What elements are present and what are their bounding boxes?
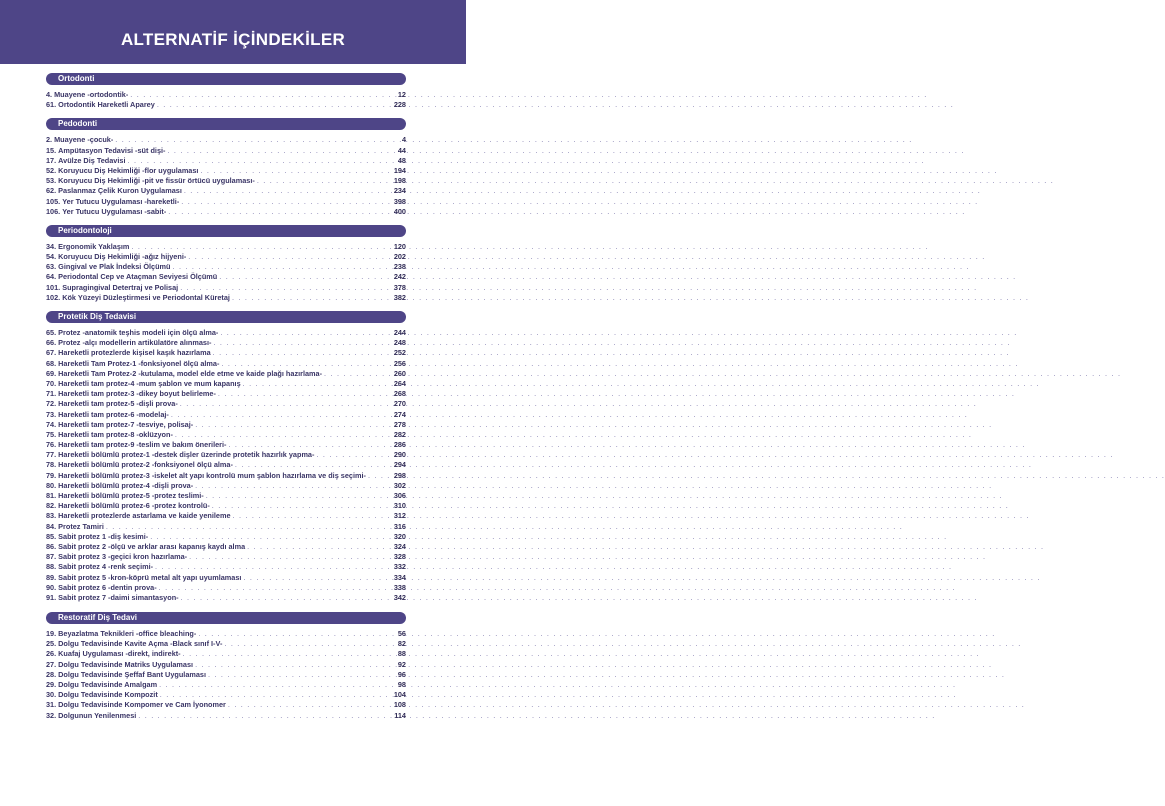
dot-leader <box>243 379 392 389</box>
entry-title: Hareketli Tam Protez-2 -kutulama, model elde etme ve kaide plağı hazırlama- <box>58 368 323 378</box>
dot-leader <box>155 562 392 572</box>
entry-number: 68. <box>46 358 57 368</box>
toc-entry <box>46 690 406 700</box>
entry-page-number: 48 <box>397 155 406 165</box>
toc-section <box>46 225 406 303</box>
entry-page-number: 238 <box>393 262 406 272</box>
dot-leader <box>316 450 391 460</box>
entry-number: 81. <box>46 491 57 500</box>
entry-title: Ortodontik Hareketli Aparey <box>58 100 155 110</box>
entry-number: 25. <box>46 639 57 649</box>
dot-leader <box>168 207 392 217</box>
entry-number: 83. <box>46 511 57 521</box>
entry-page-number: 88 <box>397 649 406 659</box>
entry-title: Hareketli tam protez-9 -teslim ve bakım önerileri- <box>58 440 227 450</box>
toc-entry <box>46 252 406 262</box>
toc-entry <box>46 197 406 207</box>
dot-leader <box>127 156 395 166</box>
entry-page-number: 332 <box>393 562 406 572</box>
entry-title: Dolgunun Yenilenmesi <box>58 710 137 720</box>
entry-number: 78. <box>46 460 57 470</box>
toc-entry <box>46 430 406 440</box>
entry-page-number: 198 <box>393 176 406 186</box>
dot-leader <box>213 338 391 348</box>
entry-page-number: 320 <box>393 531 406 541</box>
toc-entry <box>46 207 406 217</box>
dot-leader <box>183 649 396 659</box>
entry-page-number: 44 <box>397 145 406 155</box>
entry-page-number: 260 <box>393 368 406 378</box>
entry-number: 28. <box>46 669 57 679</box>
entry-number: 102. <box>46 292 61 302</box>
dot-leader <box>212 501 392 511</box>
toc-entry <box>46 176 406 186</box>
toc-entry <box>46 328 406 338</box>
dot-leader <box>160 690 392 700</box>
toc-entry <box>46 369 406 379</box>
entry-page-number: 242 <box>393 272 406 282</box>
entry-page-number: 328 <box>393 552 406 562</box>
dot-leader <box>224 639 395 649</box>
entry-number: 69. <box>46 368 57 378</box>
entry-number: 27. <box>46 659 57 669</box>
entry-number: 64. <box>46 272 57 282</box>
entry-number: 87. <box>46 552 57 562</box>
entry-page-number: 294 <box>393 460 406 470</box>
entry-title: Sabit protez 2 -ölçü ve arklar arası kapanış kaydı alma <box>58 541 246 551</box>
entry-title: Koruyucu Diş Hekimliği -ağız hijyeni- <box>58 252 187 262</box>
dot-leader <box>195 481 392 491</box>
entry-number: 53. <box>46 176 57 186</box>
entry-number: 73. <box>46 409 57 419</box>
toc-section <box>46 73 406 110</box>
entry-number: 76. <box>46 440 57 450</box>
toc-entry <box>46 440 406 450</box>
dot-leader <box>130 90 396 100</box>
entry-page-number: 256 <box>393 358 406 368</box>
entry-title: Koruyucu Diş Hekimliği -pit ve fissür örtücü uygulaması- <box>58 176 255 186</box>
entry-number: 106. <box>46 206 61 216</box>
entry-number: 32. <box>46 710 57 720</box>
entry-title: Protez Tamiri <box>58 521 104 531</box>
entry-title: Sabit protez 1 -diş kesimi- <box>58 531 149 541</box>
entry-number: 34. <box>46 241 57 251</box>
dot-leader <box>221 359 391 369</box>
entry-number: 88. <box>46 562 57 572</box>
entry-number: 85. <box>46 531 57 541</box>
entry-number: 82. <box>46 501 57 511</box>
toc-entry <box>46 283 406 293</box>
entry-page-number: 234 <box>393 186 406 196</box>
dot-leader <box>200 166 391 176</box>
entry-page-number: 248 <box>393 338 406 348</box>
entry-number: 72. <box>46 399 57 409</box>
toc-entry <box>46 399 406 409</box>
toc-entry <box>46 660 406 670</box>
dot-leader <box>167 146 395 156</box>
dot-leader <box>235 460 392 470</box>
entry-number: 74. <box>46 419 57 429</box>
entry-title: Dolgu Tedavisinde Amalgam <box>58 680 158 689</box>
entry-number: 75. <box>46 429 57 439</box>
entry-number: 61. <box>46 100 57 110</box>
toc-entry <box>46 100 406 110</box>
entry-title: Hareketli bölümlü protez-4 -dişli prova- <box>58 480 194 490</box>
toc-entry <box>46 389 406 399</box>
toc-entry <box>46 186 406 196</box>
toc-section <box>46 118 406 217</box>
entry-page-number: 302 <box>393 480 406 490</box>
dot-leader <box>184 186 392 196</box>
toc-entry <box>46 262 406 272</box>
entry-title: Hareketli tam protez-8 -oklüzyon- <box>58 429 173 439</box>
entry-page-number: 334 <box>393 572 406 582</box>
dot-leader <box>206 491 392 501</box>
toc-entry <box>46 166 406 176</box>
entry-title: Avülze Diş Tedavisi <box>58 155 126 165</box>
entry-number: 26. <box>46 649 57 659</box>
section-header: Protetik Diş Tedavisi <box>46 311 406 323</box>
dot-leader <box>243 573 391 583</box>
entry-page-number: 342 <box>393 592 406 602</box>
entry-number: 77. <box>46 450 57 460</box>
entry-number: 70. <box>46 378 57 388</box>
entry-title: Kök Yüzeyi Düzleştirmesi ve Periodontal Küretaj <box>62 292 230 302</box>
entry-number: 19. <box>46 629 57 639</box>
toc-entry <box>46 146 406 156</box>
dot-leader <box>218 389 392 399</box>
entry-page-number: 274 <box>393 409 406 419</box>
toc-entry <box>46 573 406 583</box>
entry-page-number: 286 <box>393 440 406 450</box>
entry-page-number: 268 <box>393 389 406 399</box>
entry-page-number: 324 <box>393 541 406 551</box>
dot-leader <box>233 511 392 521</box>
toc-entry <box>46 700 406 710</box>
entry-number: 80. <box>46 480 57 490</box>
entry-title: Hareketli tam protez-6 -modelaj- <box>58 409 169 419</box>
entry-page-number: 378 <box>393 282 406 292</box>
entry-title: Hareketli bölümlü protez-6 -protez kontrolü- <box>58 501 210 511</box>
toc-entry <box>46 593 406 603</box>
toc-entry <box>46 460 406 470</box>
entry-number: 54. <box>46 252 57 262</box>
toc-entry <box>46 501 406 511</box>
entry-number: 52. <box>46 165 57 175</box>
entry-page-number: 398 <box>393 196 406 206</box>
entry-page-number: 194 <box>393 165 406 175</box>
dot-leader <box>324 369 392 379</box>
entry-page-number: 114 <box>394 710 406 720</box>
toc-entry <box>46 379 406 389</box>
entry-number: 67. <box>46 348 57 358</box>
dot-leader <box>195 420 392 430</box>
entry-page-number: 4 <box>401 135 406 145</box>
toc-entry <box>46 338 406 348</box>
entry-number: 84. <box>46 521 57 531</box>
dot-leader <box>228 440 391 450</box>
entry-page-number: 338 <box>393 582 406 592</box>
dot-leader <box>173 262 392 272</box>
page-header <box>0 0 466 64</box>
entry-title: Protez -alçı modellerin artikülatöre alınması- <box>58 338 212 348</box>
dot-leader <box>159 583 392 593</box>
toc-entry <box>46 629 406 639</box>
toc-entry <box>46 156 406 166</box>
dot-leader <box>138 711 392 721</box>
section-header: Restoratif Diş Tedavi <box>46 612 406 624</box>
dot-leader <box>115 135 400 145</box>
entry-page-number: 82 <box>397 639 406 649</box>
entry-page-number: 120 <box>393 241 406 251</box>
toc-entry <box>46 711 406 721</box>
entry-page-number: 298 <box>393 470 406 480</box>
entry-number: 62. <box>46 186 57 196</box>
entry-page-number: 278 <box>393 419 406 429</box>
entry-title: Dolgu Tedavisinde Matriks Uygulaması <box>58 659 194 669</box>
entry-title: Sabit protez 5 -kron-köprü metal alt yapı uyumlaması <box>58 572 242 582</box>
entry-title: Hareketli tam protez-4 -mum şablon ve mum kapanış <box>58 378 241 388</box>
toc-entry <box>46 90 406 100</box>
dot-leader <box>180 399 392 409</box>
entry-page-number: 290 <box>393 450 406 460</box>
entry-page-number: 306 <box>393 491 406 500</box>
entry-title: Hareketli bölümlü protez-2 -fonksiyonel ölçü alma- <box>58 460 233 470</box>
dot-leader <box>247 542 392 552</box>
dot-leader <box>106 522 392 532</box>
entry-page-number: 12 <box>397 90 406 99</box>
dot-leader <box>159 680 396 690</box>
entry-title: Sabit protez 3 -geçici kron hazırlama- <box>58 552 188 562</box>
entry-number: 89. <box>46 572 57 582</box>
entry-title: Hareketli Tam Protez-1 -fonksiyonel ölçü alma- <box>58 358 220 368</box>
entry-page-number: 270 <box>393 399 406 409</box>
entry-title: Gingival ve Plak İndeksi Ölçümü <box>58 262 171 272</box>
entry-page-number: 202 <box>393 252 406 262</box>
entry-title: Ampütasyon Tedavisi -süt dişi- <box>58 145 166 155</box>
entry-page-number: 282 <box>393 429 406 439</box>
section-header: Periodontoloji <box>46 225 406 237</box>
toc-section <box>46 612 406 721</box>
dot-leader <box>157 100 392 110</box>
entry-page-number: 312 <box>393 511 406 521</box>
entry-number: 71. <box>46 389 57 399</box>
entry-page-number: 228 <box>393 100 406 110</box>
entry-number: 65. <box>46 328 57 337</box>
entry-title: Ergonomik Yaklaşım <box>58 241 130 251</box>
entry-title: Dolgu Tedavisinde Şeffaf Bant Uygulaması <box>58 669 207 679</box>
entry-number: 30. <box>46 690 57 700</box>
entry-number: 17. <box>46 155 57 165</box>
entry-title: Hareketli bölümlü protez-3 -iskelet alt yapı kontrolü mum şablon hazırlama ve diş seçimi- <box>58 470 366 480</box>
entry-title: Muayene -çocuk- <box>54 135 114 145</box>
entry-number: 86. <box>46 541 57 551</box>
entry-title: Paslanmaz Çelik Kuron Uygulaması <box>58 186 182 196</box>
toc-entry <box>46 348 406 358</box>
dot-leader <box>195 660 396 670</box>
dot-leader <box>257 176 392 186</box>
entry-number: 63. <box>46 262 57 272</box>
entry-number: 90. <box>46 582 57 592</box>
entry-title: Yer Tutucu Uygulaması -sabit- <box>62 206 167 216</box>
dot-leader <box>131 242 391 252</box>
toc-entry <box>46 542 406 552</box>
dot-leader <box>198 629 396 639</box>
dot-leader <box>180 283 392 293</box>
toc-entry <box>46 481 406 491</box>
entry-page-number: 108 <box>393 700 406 710</box>
dot-leader <box>150 532 392 542</box>
entry-number: 4. <box>46 90 53 99</box>
toc-entry <box>46 242 406 252</box>
entry-title: Supragingival Detertraj ve Polisaj <box>62 282 179 292</box>
entry-title: Hareketli protezlerde astarlama ve kaide yenileme <box>58 511 231 521</box>
toc-entry <box>46 649 406 659</box>
toc-entry <box>46 135 406 145</box>
entry-title: Periodontal Cep ve Ataçman Seviyesi Ölçümü <box>58 272 218 282</box>
dot-leader <box>232 293 392 303</box>
entry-title: Protez -anatomik teşhis modeli için ölçü alma- <box>58 328 219 337</box>
entry-title: Hareketli protezlerde kişisel kaşık hazırlama <box>58 348 211 358</box>
dot-leader <box>228 700 392 710</box>
toc-entry <box>46 511 406 521</box>
dot-leader <box>368 471 392 481</box>
dot-leader <box>175 430 392 440</box>
entry-page-number: 382 <box>393 292 406 302</box>
table-of-contents <box>46 73 406 721</box>
entry-page-number: 98 <box>397 680 406 689</box>
entry-title: Sabit protez 6 -dentin prova- <box>58 582 157 592</box>
entry-page-number: 56 <box>397 629 406 639</box>
entry-page-number: 244 <box>393 328 406 337</box>
toc-entry <box>46 471 406 481</box>
entry-title: Beyazlatma Teknikleri -office bleaching- <box>58 629 197 639</box>
page-title: ALTERNATİF İÇİNDEKİLER <box>120 30 346 49</box>
entry-page-number: 264 <box>393 378 406 388</box>
entry-title: Yer Tutucu Uygulaması -hareketli- <box>62 196 180 206</box>
entry-title: Sabit protez 7 -daimi simantasyon- <box>58 592 179 602</box>
entry-title: Hareketli bölümlü protez-5 -protez teslimi- <box>58 491 204 500</box>
entry-title: Dolgu Tedavisinde Kavite Açma -Black sınıf I-V- <box>58 639 223 649</box>
dot-leader <box>219 272 392 282</box>
dot-leader <box>220 328 391 338</box>
entry-title: Hareketli tam protez-5 -dişli prova- <box>58 399 178 409</box>
entry-number: 101. <box>46 282 61 292</box>
entry-title: Hareketli tam protez-7 -tesviye, polisaj- <box>58 419 194 429</box>
entry-title: Dolgu Tedavisinde Kompozit <box>58 690 158 700</box>
toc-entry <box>46 562 406 572</box>
toc-entry <box>46 552 406 562</box>
entry-title: Dolgu Tedavisinde Kompomer ve Cam İyonomer <box>58 700 226 710</box>
toc-entry <box>46 670 406 680</box>
entry-number: 15. <box>46 145 57 155</box>
toc-entry <box>46 491 406 501</box>
entry-number: 31. <box>46 700 57 710</box>
section-header: Pedodonti <box>46 118 406 130</box>
dot-leader <box>208 670 396 680</box>
dot-leader <box>189 552 392 562</box>
entry-title: Kuafaj Uygulaması -direkt, indirekt- <box>58 649 181 659</box>
dot-leader <box>188 252 392 262</box>
entry-number: 66. <box>46 338 57 348</box>
entry-page-number: 252 <box>393 348 406 358</box>
entry-title: Hareketli bölümlü protez-1 -destek dişler üzerinde protetik hazırlık yapma- <box>58 450 315 460</box>
dot-leader <box>171 410 392 420</box>
toc-entry <box>46 450 406 460</box>
dot-leader <box>213 348 392 358</box>
toc-section <box>46 311 406 603</box>
toc-entry <box>46 639 406 649</box>
entry-title: Hareketli tam protez-3 -dikey boyut belirleme- <box>58 389 216 399</box>
toc-entry <box>46 532 406 542</box>
entry-page-number: 96 <box>397 669 406 679</box>
entry-title: Muayene -ortodontik- <box>54 90 129 99</box>
toc-entry <box>46 272 406 282</box>
entry-page-number: 104 <box>393 690 406 700</box>
entry-page-number: 400 <box>393 206 406 216</box>
dot-leader <box>181 593 392 603</box>
toc-entry <box>46 522 406 532</box>
entry-number: 105. <box>46 196 61 206</box>
toc-entry <box>46 293 406 303</box>
entry-number: 29. <box>46 680 57 689</box>
toc-entry <box>46 583 406 593</box>
entry-number: 91. <box>46 592 57 602</box>
entry-page-number: 310 <box>393 501 406 511</box>
toc-entry <box>46 359 406 369</box>
dot-leader <box>181 197 392 207</box>
toc-entry <box>46 680 406 690</box>
entry-number: 79. <box>46 470 57 480</box>
entry-page-number: 92 <box>397 659 406 669</box>
toc-entry <box>46 420 406 430</box>
entry-number: 2. <box>46 135 53 145</box>
entry-title: Koruyucu Diş Hekimliği -flor uygulaması <box>58 165 199 175</box>
toc-entry <box>46 410 406 420</box>
entry-page-number: 316 <box>393 521 406 531</box>
section-header: Ortodonti <box>46 73 406 85</box>
entry-title: Sabit protez 4 -renk seçimi- <box>58 562 154 572</box>
